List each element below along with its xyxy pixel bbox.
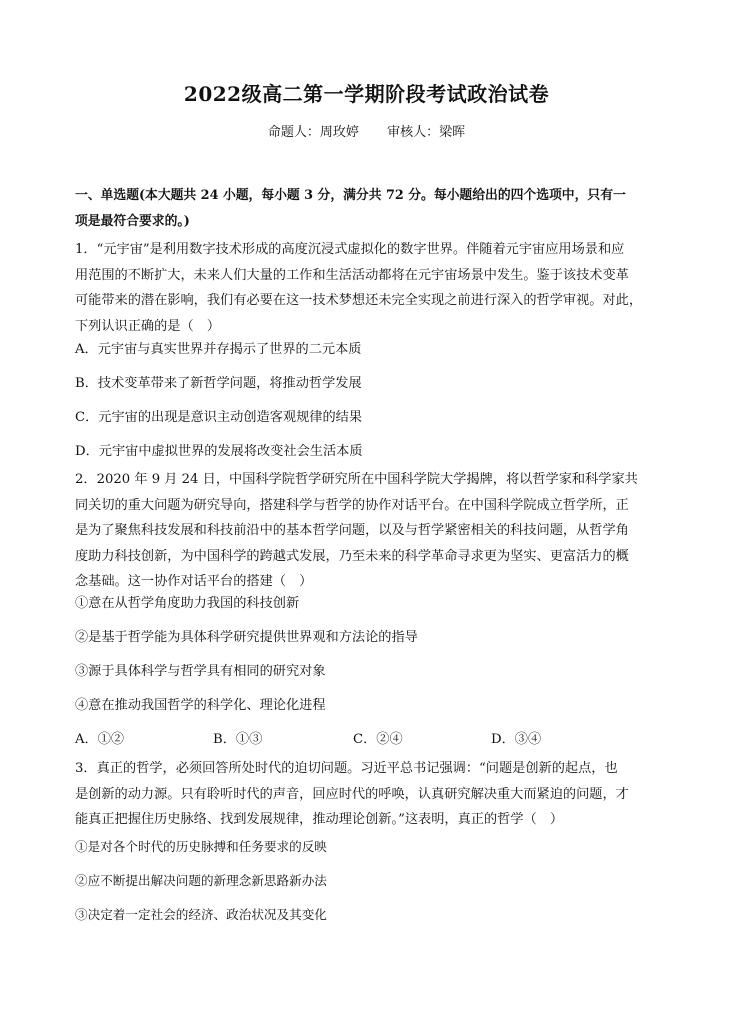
q1-option-b: B．技术变革带来了新哲学问题，将推动哲学发展 <box>75 376 362 391</box>
reviewer-label: 审核人：梁晖 <box>387 125 466 140</box>
question-1-stem <box>75 237 663 339</box>
question-3-stem <box>75 756 663 833</box>
q1-option-c: C．元宇宙的出现是意识主动创造客观规律的结果 <box>75 410 363 425</box>
q1-option-d: D．元宇宙中虚拟世界的发展将改变社会生活本质 <box>75 444 363 459</box>
q3-statement-3: ③决定着一定社会的经济、政治状况及其变化 <box>75 907 327 922</box>
q2-statement-4: ④意在推动我国哲学的科学化、理论化进程 <box>75 698 326 713</box>
q2-statement-2: ②是基于哲学能为具体科学研究提供世界观和方法论的指导 <box>75 630 418 645</box>
question-line: 能真正把握住历史脉络、找到发展规律，推动理论创新。”这表明，真正的哲学（ ） <box>75 812 564 827</box>
q2-choice-c: C．②④ <box>353 732 403 747</box>
question-line: 1．“元宇宙”是利用数字技术形成的高度沉浸式虚拟化的数字世界。伴随着元宇宙应用场景和应 <box>75 242 625 257</box>
q2-choice-a: A．①② <box>75 732 125 747</box>
question-line: 3．真正的哲学，必须回答所处时代的迫切问题。习近平总书记强调：“问题是创新的起点，也 <box>75 761 618 776</box>
q1-option-a: A．元宇宙与真实世界并存揭示了世界的二元本质 <box>75 342 362 357</box>
section-heading-line: 一、单选题(本大题共 24 小题，每小题 3 分，满分共 72 分。每小题给出的四个选项中，只有一 <box>75 188 626 203</box>
question-line: 是创新的动力源。只有聆听时代的声音，回应时代的呼唤，认真研究解决重大而紧迫的问题，才 <box>75 786 629 802</box>
question-line: 可能带来的潜在影响，我们有必要在这一技术梦想还未完全实现之前进行深入的哲学审视。对此， <box>75 293 643 308</box>
question-line: 是为了聚焦科技发展和科技前沿中的基本哲学问题，以及与哲学紧密相关的科技问题，从哲学角 <box>75 523 629 538</box>
author-line <box>0 121 733 140</box>
question-line: 下列认识正确的是（ ） <box>75 318 221 334</box>
setter-label: 命题人：周玫婷 <box>267 125 359 140</box>
q2-choice-b: B．①③ <box>213 732 263 747</box>
question-line: 用范围的不断扩大，未来人们大量的工作和生活活动都将在元宇宙场景中发生。鉴于该技术变革 <box>75 267 629 283</box>
q2-statement-1: ①意在从哲学角度助力我国的科技创新 <box>75 596 300 611</box>
question-line: 2．2020 年 9 月 24 日，中国科学院哲学研究所在中国科学院大学揭牌，将以哲学家和科学家共 <box>75 472 638 487</box>
section-heading-line: 项是最符合要求的。) <box>75 213 190 229</box>
question-line: 度助力科技创新，为中国科学的跨越式发展，乃至未来的科学革命寻求更为坚实、更富活力的概 <box>75 548 629 564</box>
q2-choice-d: D．③④ <box>491 732 542 747</box>
question-line: 同关切的重大问题为研究导向，搭建科学与哲学的协作对话平台。在中国科学院成立哲学所，正 <box>75 497 629 513</box>
q3-statement-2: ②应不断提出解决问题的新理念新思路新办法 <box>75 873 327 888</box>
q2-statement-3: ③源于具体科学与哲学具有相同的研究对象 <box>75 664 326 679</box>
q3-statement-1: ①是对各个时代的历史脉搏和任务要求的反映 <box>75 839 327 854</box>
question-2-stem <box>75 467 663 595</box>
section-heading <box>75 183 663 234</box>
question-line: 念基础。这一协作对话平台的搭建（ ） <box>75 574 313 589</box>
exam-title: 2022级高二第一学期阶段考试政治试卷 <box>183 82 550 106</box>
